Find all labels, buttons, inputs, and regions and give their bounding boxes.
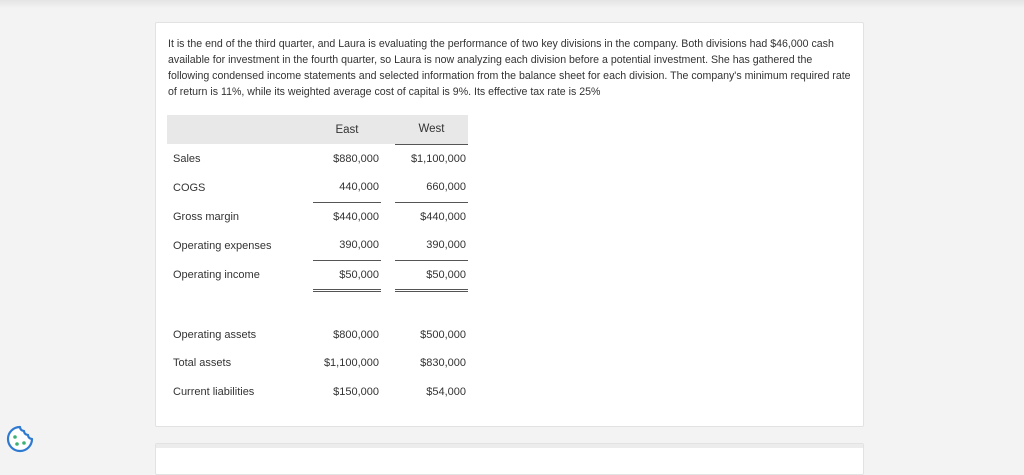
row-label: Operating income — [173, 269, 260, 282]
row-label: Current liabilities — [173, 385, 255, 398]
west-value: 660,000 — [395, 173, 468, 202]
question-card — [155, 22, 864, 427]
next-question-card — [155, 443, 864, 475]
east-value: $150,000 — [333, 385, 379, 398]
row-label: COGS — [173, 181, 206, 194]
west-value: $54,000 — [426, 385, 466, 398]
east-value: $1,100,000 — [323, 357, 379, 370]
east-value: $50,000 — [313, 260, 381, 291]
table-spacer — [167, 291, 468, 321]
next-card-band — [156, 444, 863, 448]
table-row — [167, 231, 468, 260]
east-value: $800,000 — [333, 328, 379, 341]
table-row — [167, 144, 468, 173]
west-value: 390,000 — [395, 231, 468, 260]
header-blank — [167, 115, 299, 144]
cookie-settings-icon[interactable] — [4, 423, 36, 455]
financial-table — [167, 115, 468, 406]
west-value: $830,000 — [420, 357, 466, 370]
row-label: Operating assets — [173, 328, 257, 341]
east-value: $440,000 — [333, 210, 379, 223]
row-label: Gross margin — [173, 210, 240, 223]
problem-intro-text: It is the end of the third quarter, and Laura is evaluating the performance of two key divisions in the company. Both divisions had $46,000 cash available for investment in the fourth quarter, so Laura is now analyzing each division before a potential investment. She has gathered the following condensed income statements and selected information from the balance sheet for each division. The company's minimum required rate of return is 11%, while its weighted average cost of capital is 9%. Its effective tax rate is 25% — [168, 38, 851, 98]
header-east: East — [313, 115, 381, 144]
east-value: 440,000 — [313, 173, 381, 202]
table-row — [167, 321, 468, 350]
table-row — [167, 349, 468, 378]
table-row — [167, 260, 468, 291]
west-value: $500,000 — [420, 328, 466, 341]
header-west: West — [395, 115, 468, 144]
east-value: 390,000 — [313, 231, 381, 260]
row-label: Sales — [173, 152, 201, 165]
table-row — [167, 378, 468, 407]
row-label: Total assets — [173, 357, 232, 370]
table-header-row — [167, 115, 468, 144]
east-value: $880,000 — [333, 152, 379, 165]
table-row — [167, 173, 468, 202]
west-value: $50,000 — [395, 260, 468, 291]
table-row — [167, 202, 468, 231]
west-value: $440,000 — [420, 210, 466, 223]
west-value: $1,100,000 — [410, 152, 466, 165]
top-border — [0, 0, 1024, 8]
row-label: Operating expenses — [173, 239, 272, 252]
